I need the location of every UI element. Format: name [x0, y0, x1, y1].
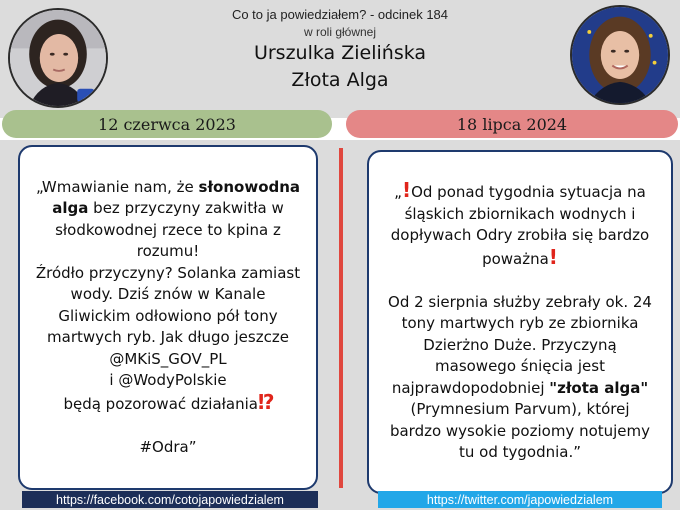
twitter-link[interactable]: https://twitter.com/japowiedzialem: [378, 491, 662, 508]
role-caption: w roli głównej: [303, 25, 377, 39]
quote-left-text: [34, 177, 302, 459]
quote-left-mention-2: i @WodyPolskie: [109, 371, 227, 390]
quote-right-text: [383, 180, 657, 464]
quote-right-paragraph-2: [383, 292, 657, 464]
quote-left-bold: słonowodna alga: [52, 177, 301, 218]
series-title: Co to ja powiedziałem? - odcinek 184: [231, 7, 449, 22]
quote-right-bold: "złota alga": [549, 378, 649, 397]
person-name: Urszulka Zielińska: [253, 42, 427, 64]
quote-left-open: „Wmawianie nam, że: [35, 177, 199, 196]
quote-left-line-end-text: będą pozorować działania: [63, 394, 258, 413]
exclamation-icon: !: [401, 178, 412, 203]
exclamation-icon-end: !: [548, 244, 558, 269]
quote-right-paragraph-1: [383, 180, 657, 270]
date-badge-left: 12 czerwca 2023: [2, 110, 332, 138]
date-badge-right: 18 lipca 2024: [346, 110, 678, 138]
quote-right-para1-text: Od ponad tygodnia sytuacja na śląskich zbiornikach wodnych i dopływach Odry zrobiła się bardzo poważna: [390, 183, 650, 268]
portrait-left-avatar: [8, 8, 108, 108]
quote-left-paragraph-1: [34, 177, 302, 263]
quote-left-mention-1: @MKiS_GOV_PL: [109, 349, 227, 368]
quote-right-open: „: [394, 183, 402, 202]
quote-right-para2-before: Od 2 sierpnia służby zebrały ok. 24 tony martwych ryb ze zbiornika Dzierżno Duże. Przyczyną masowego śnięcia jest najprawdopodobniej: [388, 292, 652, 397]
portrait-right-image: [572, 7, 668, 103]
interrobang-icon: ⁉: [257, 389, 273, 414]
award-title: Złota Alga: [291, 69, 389, 91]
quote-card-right: [367, 150, 673, 494]
quote-right-para2-after: (Prymnesium Parvum), której bardzo wysokie poziomy notujemy tu od tygodnia.”: [389, 400, 651, 462]
quote-left-after-bold: bez przyczyny zakwitła w słodkowodnej rzece to kpina z rozumu!: [55, 199, 284, 261]
header-text-block: [120, 6, 560, 94]
portrait-left-image: [10, 10, 106, 106]
quote-left-hashtag: #Odra”: [139, 437, 197, 456]
quote-card-left: [18, 145, 318, 490]
portrait-right-avatar: [570, 5, 670, 105]
facebook-link[interactable]: https://facebook.com/cotojapowiedzialem: [22, 491, 318, 508]
center-divider: [339, 148, 343, 488]
quote-left-paragraph-2: Źródło przyczyny? Solanka zamiast wody. Dziś znów w Kanale Gliwickim odłowiono pół tony martwych ryb. Jak długo jeszcze: [35, 263, 301, 347]
quote-left-line-end: [34, 389, 302, 416]
